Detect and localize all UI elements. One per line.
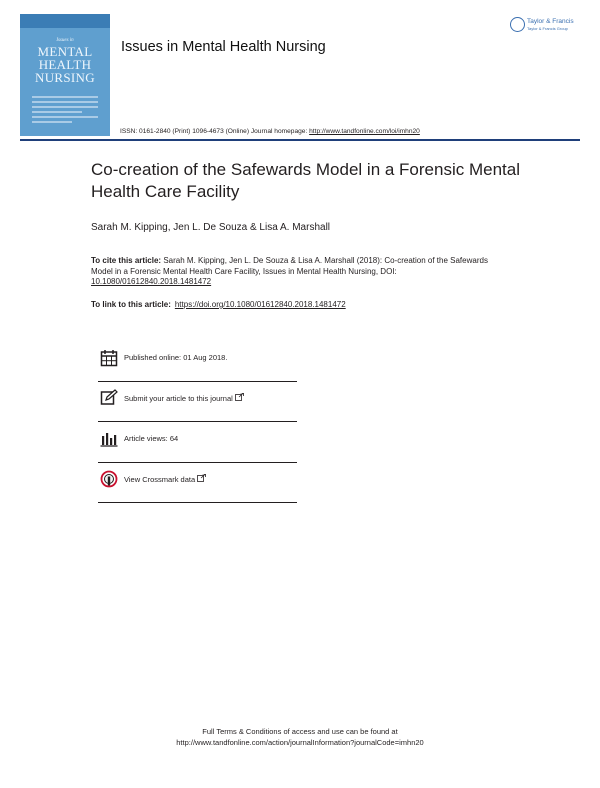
issn-text: ISSN: 0161-2840 (Print) 1096-4673 (Online) Journal homepage: xyxy=(120,128,310,135)
publisher-logo-icon xyxy=(510,17,525,32)
citation-block xyxy=(91,256,511,288)
cover-title-line: NURSING xyxy=(35,70,95,85)
publisher-name: Taylor & Francis xyxy=(527,18,574,25)
crossmark-row[interactable] xyxy=(98,462,297,503)
submit-article-row[interactable] xyxy=(98,381,297,422)
bar-chart-icon xyxy=(100,430,118,448)
journal-title: Issues in Mental Health Nursing xyxy=(121,39,326,55)
calendar-icon xyxy=(100,349,118,367)
taylor-francis-logo[interactable] xyxy=(510,17,585,37)
crossmark-label: View Crossmark data xyxy=(124,475,196,484)
citation-doi-link[interactable]: 10.1080/01612840.2018.1481472 xyxy=(91,277,212,286)
publisher-sub: Taylor & Francis Group xyxy=(527,26,568,31)
cover-top-bar xyxy=(20,14,110,28)
footer-line-1: Full Terms & Conditions of access and use can be found at xyxy=(202,727,398,736)
citation-label: To cite this article: xyxy=(91,256,162,265)
article-views-label: Article views: 64 xyxy=(124,434,179,443)
article-views-row xyxy=(98,422,297,463)
citation-text: Sarah M. Kipping, Jen L. De Souza & Lisa A. Marshall (2018): Co-creation of the Safewards Model in a Forensic Mental Health Care Facility, Issues in Mental Health Nursing, DOI: xyxy=(91,256,488,276)
header-rule xyxy=(20,139,580,141)
issn-line xyxy=(120,128,420,135)
article-doi-link[interactable]: https://doi.org/10.1080/01612840.2018.1481472 xyxy=(174,300,346,309)
submit-article-link[interactable] xyxy=(124,393,244,403)
published-online-row xyxy=(98,341,297,382)
cover-decoration xyxy=(32,96,98,126)
submit-article-label: Submit your article to this journal xyxy=(124,394,233,403)
journal-homepage-link[interactable]: http://www.tandfonline.com/loi/imhn20 xyxy=(309,128,420,135)
article-link-line xyxy=(91,300,346,309)
external-link-icon xyxy=(235,393,244,401)
cover-title-line: HEALTH xyxy=(38,57,92,72)
footer-terms xyxy=(0,726,600,748)
published-online-label: Published online: 01 Aug 2018. xyxy=(124,353,228,362)
crossmark-link[interactable] xyxy=(124,474,206,484)
footer-terms-link[interactable]: http://www.tandfonline.com/action/journalInformation?journalCode=imhn20 xyxy=(176,738,424,747)
article-authors: Sarah M. Kipping, Jen L. De Souza & Lisa A. Marshall xyxy=(91,222,331,233)
link-label: To link to this article: xyxy=(91,300,171,309)
crossmark-icon xyxy=(100,470,118,488)
journal-cover-image xyxy=(20,14,110,136)
external-link-icon xyxy=(197,474,206,482)
cover-pre-title: Issues in xyxy=(56,38,74,43)
article-title: Co-creation of the Safewards Model in a Forensic Mental Health Care Facility xyxy=(91,160,520,201)
cover-title-line: MENTAL xyxy=(37,44,93,59)
edit-icon xyxy=(100,389,118,407)
